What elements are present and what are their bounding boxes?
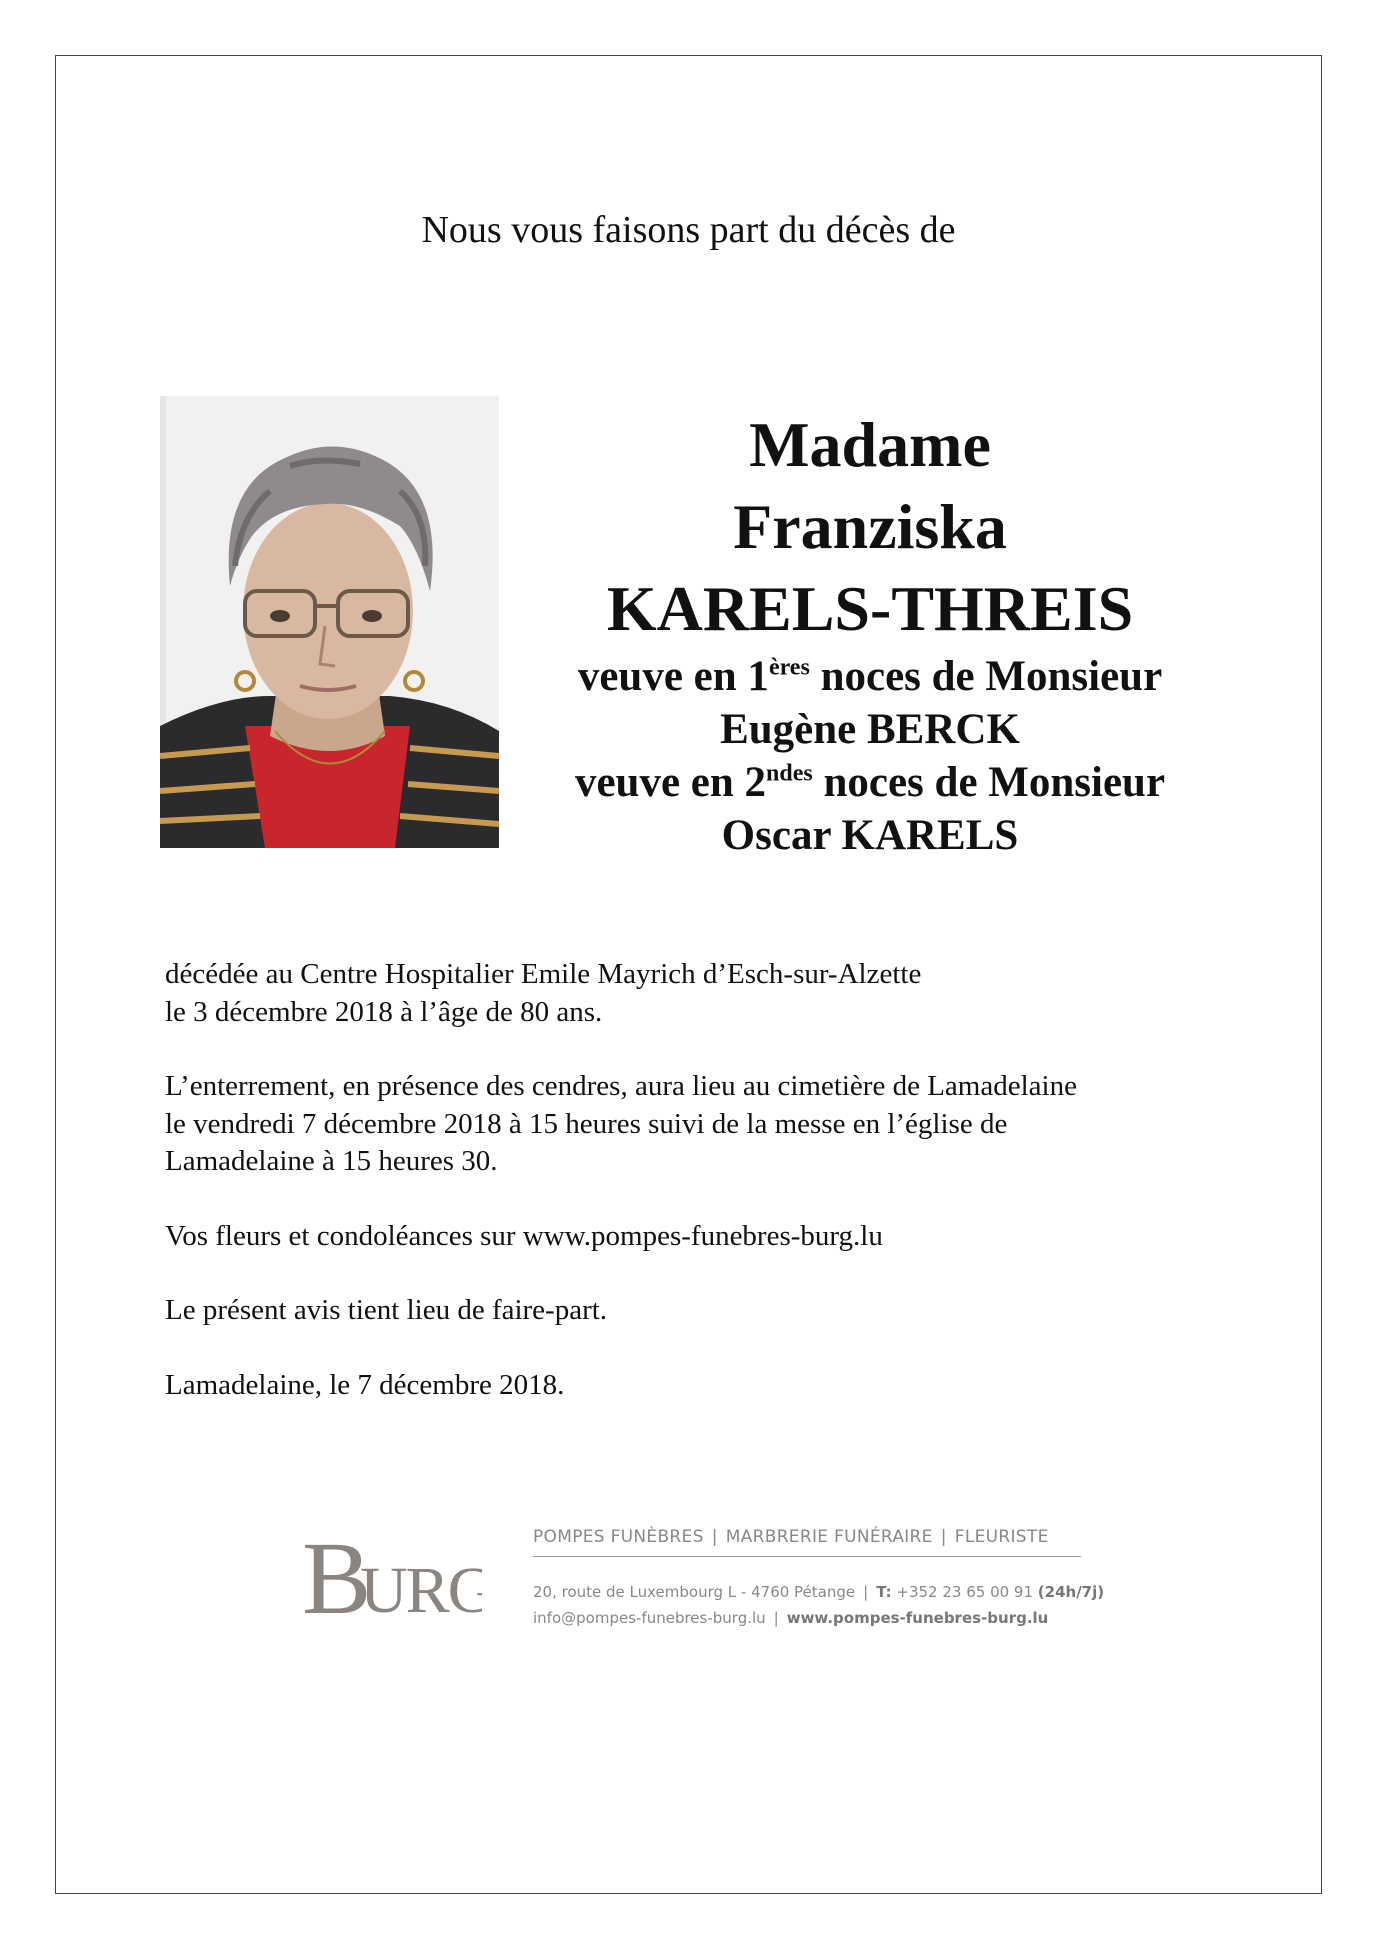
funeral-paragraph bbox=[165, 1068, 1265, 1181]
footer-contact bbox=[533, 1527, 1105, 1631]
phone-label: T: bbox=[876, 1583, 892, 1601]
phone-number[interactable]: +352 23 65 00 91 bbox=[896, 1583, 1034, 1601]
burg-logo bbox=[302, 1528, 482, 1623]
service-funeral: POMPES FUNÈBRES bbox=[533, 1527, 704, 1547]
separator: | bbox=[773, 1609, 779, 1627]
funeral-line: L’enterrement, en présence des cendres, aura lieu au cimetière de Lamadelaine bbox=[165, 1070, 1077, 1102]
first-marriage-suffix: noces de Monsieur bbox=[809, 653, 1163, 700]
death-paragraph bbox=[165, 956, 1265, 1031]
death-line: le 3 décembre 2018 à l’âge de 80 ans. bbox=[165, 995, 603, 1028]
honorific: Madame bbox=[749, 409, 991, 480]
second-marriage-ordinal: ndes bbox=[766, 760, 813, 787]
second-marriage-suffix: noces de Monsieur bbox=[812, 759, 1166, 806]
phone-hours: (24h/7j) bbox=[1037, 1583, 1105, 1601]
second-marriage-line bbox=[520, 756, 1220, 809]
service-marble: MARBRERIE FUNÉRAIRE bbox=[725, 1527, 933, 1547]
first-husband-name: Eugène BERCK bbox=[720, 706, 1020, 753]
separator: | bbox=[940, 1527, 947, 1547]
first-name: Franziska bbox=[733, 491, 1007, 562]
place-date-paragraph: Lamadelaine, le 7 décembre 2018. bbox=[165, 1368, 565, 1401]
logo-letter-b: B bbox=[302, 1528, 372, 1623]
second-husband-name: Oscar KARELS bbox=[721, 812, 1019, 859]
separator: | bbox=[863, 1583, 869, 1601]
second-marriage-prefix: veuve en 2 bbox=[574, 759, 767, 806]
service-florist: FLEURISTE bbox=[954, 1527, 1049, 1547]
death-line: décédée au Centre Hospitalier Emile Mayrich d’Esch-sur-Alzette bbox=[165, 958, 922, 990]
web-line bbox=[533, 1605, 1081, 1631]
funeral-line: le vendredi 7 décembre 2018 à 15 heures suivi de la messe en l’église de bbox=[165, 1107, 1008, 1140]
services-line bbox=[533, 1527, 1081, 1557]
first-marriage-prefix: veuve en 1 bbox=[577, 653, 769, 700]
notice-body bbox=[165, 956, 1265, 1441]
address-block bbox=[533, 1579, 1105, 1631]
first-marriage-line bbox=[520, 650, 1220, 703]
email-link[interactable]: info@pompes-funebres-burg.lu bbox=[533, 1609, 766, 1627]
intro-text: Nous vous faisons part du décès de bbox=[421, 209, 956, 251]
funeral-line: Lamadelaine à 15 heures 30. bbox=[165, 1145, 498, 1177]
website-link[interactable]: www.pompes-funebres-burg.lu bbox=[786, 1609, 1049, 1627]
address-line bbox=[533, 1579, 1105, 1605]
portrait-photo bbox=[160, 396, 499, 848]
first-marriage-ordinal: ères bbox=[768, 654, 810, 681]
notice-paragraph: Le présent avis tient lieu de faire-part. bbox=[165, 1294, 608, 1326]
street-address: 20, route de Luxembourg L - 4760 Pétange bbox=[533, 1583, 856, 1601]
surname: KARELS-THREIS bbox=[606, 573, 1134, 644]
condolences-paragraph: Vos fleurs et condoléances sur www.pompes-funebres-burg.lu bbox=[165, 1219, 883, 1252]
logo-letters-urg: URG bbox=[360, 1554, 482, 1623]
separator: | bbox=[711, 1527, 718, 1547]
deceased-name-block bbox=[520, 404, 1220, 862]
